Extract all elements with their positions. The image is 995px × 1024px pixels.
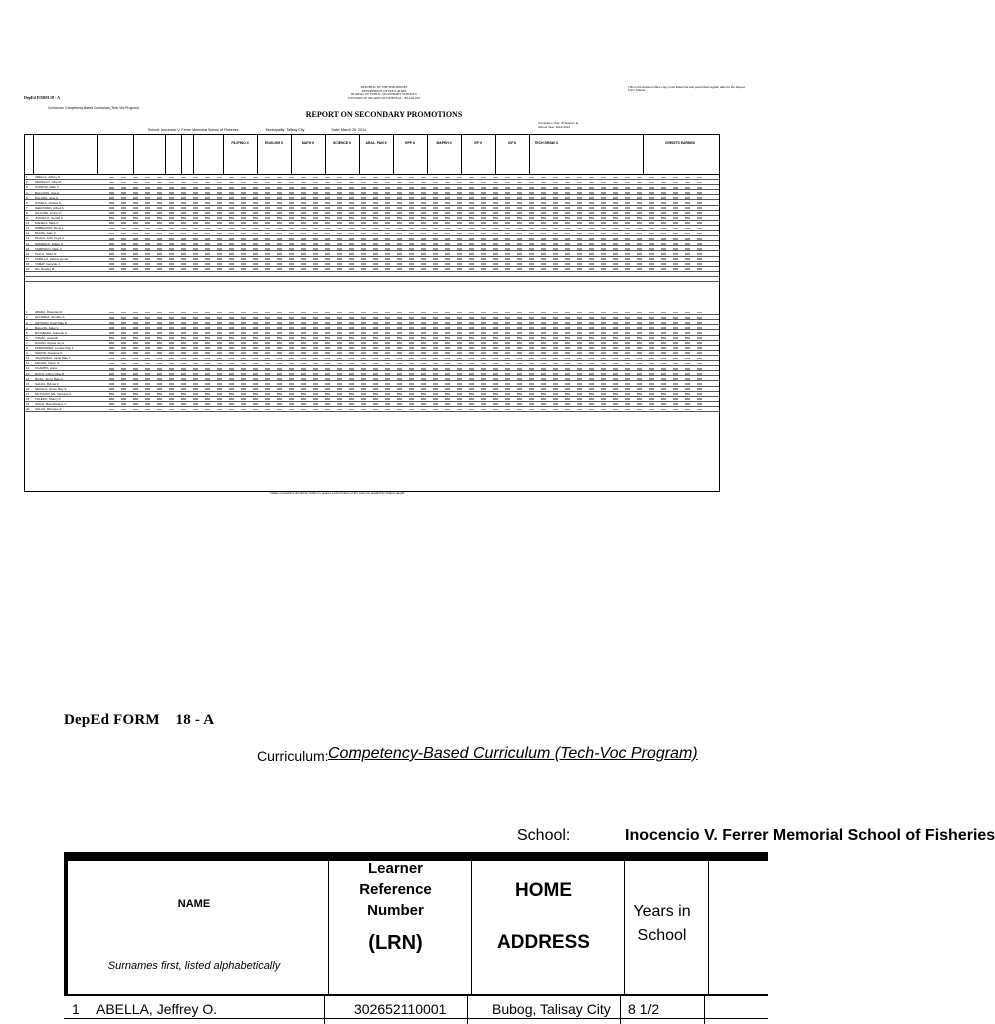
thumb-table-row [25, 277, 719, 282]
thumb-row-cells [109, 202, 709, 204]
thumb-column-divider [643, 135, 644, 174]
thumb-column-divider [165, 135, 166, 174]
thumb-row-name: VILLAS, Rhenilee A. [35, 407, 63, 412]
thumb-row-index: 19 [26, 402, 30, 407]
thumb-row-cells [109, 243, 709, 245]
thumb-row-cells [109, 253, 709, 255]
header-years-in-school: Years in School [633, 903, 691, 944]
thumb-subject-header: EP II [474, 141, 482, 145]
thumb-row-name: SEVILLA, Grace May S. [35, 386, 68, 391]
thumb-row-name: PALMA, Jake V. [35, 231, 57, 236]
thumb-row-index: 14 [26, 241, 30, 246]
thumb-row-name: ROCO, Cherry Mae B. [35, 371, 66, 376]
thumb-curriculum: Curriculum: Competency-Based Curriculum (Tech-Voc Program) [48, 106, 139, 110]
thumb-row-index: 17 [26, 391, 30, 396]
thumb-row-index: 8 [26, 210, 28, 215]
thumb-row-name: MANELA, Mark P. [35, 221, 59, 226]
thumb-row-name: SOTTAGO, Ma. Vanessa Z. [35, 391, 72, 396]
thumb-row-name: BALLONG, Joel A. [35, 190, 60, 195]
thumb-row-cells [109, 212, 709, 214]
thumb-row-index: 11 [26, 361, 30, 366]
thumb-column-divider [223, 135, 224, 174]
thumb-row-cells [109, 352, 709, 354]
column-divider [708, 861, 709, 994]
thumb-row-cells [109, 383, 709, 385]
row-address: Bubog, Talisay City [492, 1001, 611, 1017]
thumb-row-name: MAGNO, Karen G. [35, 361, 61, 366]
thumb-row-name: PAULO, John Lloyd C. [35, 236, 65, 241]
thumb-row-name: ABADA, Rosemie M. [35, 310, 63, 315]
thumb-row-name: FERNANDEZ, Lovelie May T. [35, 346, 75, 351]
thumb-report-title: REPORT ON SECONDARY PROMOTIONS [305, 110, 463, 119]
thumb-row-cells [109, 263, 709, 265]
thumb-row-cells [109, 398, 709, 400]
thumb-right-info: Curriculum Year: III Section: E School Year: 2013-2014 [538, 121, 579, 130]
thumb-row-cells [109, 322, 709, 324]
thumb-row-cells [109, 337, 709, 339]
column-divider [324, 996, 325, 1024]
thumb-column-divider [181, 135, 182, 174]
row-years: 8 1/2 [628, 1001, 660, 1017]
thumb-school: School: Inocencio V. Ferrer Memorial School of Fisheries [148, 128, 239, 132]
header-address: ADDRESS [497, 932, 590, 953]
thumb-row-cells [109, 177, 709, 179]
school-value: Inocencio V. Ferrer Memorial School of Fisheries [625, 827, 995, 844]
thumb-row-cells [109, 332, 709, 334]
thumb-row-cells [109, 207, 709, 209]
thumb-row-name: TAMPINCO, Mark V. [35, 246, 63, 251]
thumb-row-name: SAMARCO, Edwin C. [35, 241, 64, 246]
thumb-row-name: ANTONIO, Pearl Mae B. [35, 320, 68, 325]
thumb-date: Date: March 25, 2014 [331, 128, 367, 132]
thumb-row-index: 18 [26, 261, 30, 266]
thumb-subject-header: FILIPINO II [231, 141, 249, 145]
row-lrn: 302652110001 [354, 1001, 447, 1017]
thumb-row-name: Wu, Rowley M. [35, 267, 56, 272]
thumb-row-cells [109, 373, 709, 375]
thumb-column-divider [325, 135, 326, 174]
thumb-row-cells [109, 268, 709, 270]
thumb-row-name: GERONIMO, Alfred A. [35, 205, 65, 210]
thumb-row-name: DURAN, Alyssa Joy A. [35, 340, 66, 345]
thumb-table-header [25, 135, 719, 175]
thumb-row-index: 3 [26, 185, 28, 190]
thumb-row-index: 6 [26, 335, 28, 340]
header-name: NAME [177, 898, 211, 910]
curriculum-value: Competency-Based Curriculum (Tech-Voc Program) [328, 745, 698, 762]
thumb-row-index: 5 [26, 195, 28, 200]
thumb-row-cells [109, 393, 709, 395]
thumb-subject-header: ARAL. PAN II [365, 141, 387, 145]
row-bottom-border [64, 1018, 768, 1019]
thumb-row-cells [109, 197, 709, 199]
thumb-row-index: 20 [26, 407, 30, 412]
thumb-subject-header: MAPEH II [436, 141, 452, 145]
thumb-column-divider [393, 135, 394, 174]
thumb-row-cells [109, 258, 709, 260]
column-divider [620, 996, 621, 1024]
thumb-row-index: 1 [26, 310, 28, 315]
thumb-row-cells [109, 403, 709, 405]
thumb-column-divider [97, 135, 98, 174]
thumb-row-index: 4 [26, 325, 28, 330]
thumb-row-name: ABELLA, Jeffrey O. [35, 175, 61, 180]
thumb-row-name: BUTABARA, Jeanette A. [35, 330, 68, 335]
thumb-row-index: 10 [26, 221, 30, 226]
thumb-row-index: 13 [26, 236, 30, 241]
thumb-column-divider [359, 135, 360, 174]
thumb-row-name: VALLE, Mae Rosalyn J. [35, 402, 67, 407]
thumb-row-name: DALANG, Jose A. [35, 195, 59, 200]
thumb-column-divider [33, 135, 34, 174]
thumb-row-cells [109, 192, 709, 194]
thumb-republic-block: REPUBLIC OF THE PHILIPPINES DEPARTMENT OF EDUCATION BUREAU OF PUBLIC SECONDARY SCHOOLS DIVISION OF NEGROS OCCIDENTAL - BACOLOD [348, 85, 420, 100]
thumb-row-index: 7 [26, 205, 28, 210]
thumb-municipality: Municipality: Talisay City [265, 128, 305, 132]
thumb-row-name: SALVIA, Bylmar F. [35, 381, 60, 386]
thumb-row-index: 17 [26, 256, 30, 261]
thumb-row-cells [109, 368, 709, 370]
thumb-row-name: CAMAL, Hazel B. [35, 335, 59, 340]
thumb-subject-header: ICF II [507, 141, 517, 145]
thumb-row-index: 16 [26, 251, 30, 256]
thumb-info-line [148, 128, 392, 132]
thumb-row-name: ALCOREA, Jennifer A. [35, 315, 66, 320]
thumb-row-index: 12 [26, 366, 30, 371]
thumb-footnote: Initials of teachers should be written in spaces at the bottom of the columns headed by subject taught. [270, 491, 406, 495]
thumb-row-index: 9 [26, 351, 28, 356]
thumb-row-name: ROJO, Jenny Mae G. [35, 376, 64, 381]
thumb-row-name: JAQUILMAC, Lanie Mae T. [35, 356, 71, 361]
header-home: HOME [515, 880, 572, 901]
row-name: ABELLA, Jeffrey O. [96, 1001, 218, 1017]
thumb-row-index: 19 [26, 267, 30, 272]
thumb-row-index: 6 [26, 200, 28, 205]
header-lrn-abbr: (LRN) [368, 932, 423, 954]
column-divider [704, 996, 705, 1024]
form-thumbnail [0, 0, 768, 500]
thumb-row-index: 9 [26, 216, 28, 221]
thumb-row-index: 2 [26, 315, 28, 320]
thumb-row-index: 12 [26, 231, 30, 236]
thumb-row-name: TOLEDO, Sharry P. [35, 397, 62, 402]
thumb-row-index: 1 [26, 175, 28, 180]
thumb-column-divider [495, 135, 496, 174]
thumb-row-cells [109, 182, 709, 184]
thumb-subject-header: ENGLISH II [265, 141, 283, 145]
header-name-note: Surnames first, listed alphabetically [107, 960, 281, 972]
form-code: DepEd FORM 18 - A [64, 712, 215, 728]
thumb-row-cells [109, 238, 709, 240]
column-divider [467, 996, 468, 1024]
thumb-row-index: 8 [26, 346, 28, 351]
thumb-row-index: 5 [26, 330, 28, 335]
thumb-column-divider [461, 135, 462, 174]
thumb-row-cells [109, 358, 709, 360]
thumb-row-name: ABANILLO, Julie M. [35, 180, 62, 185]
thumb-row-cells [109, 363, 709, 365]
thumb-row-name: GATELA, Joshua S. [35, 200, 62, 205]
thumb-row-cells [109, 342, 709, 344]
thumb-column-divider [427, 135, 428, 174]
table-row [64, 996, 768, 1024]
school-label: School: [517, 827, 571, 844]
thumb-table-rows [25, 175, 719, 489]
thumb-row-cells [109, 347, 709, 349]
thumb-row-name: ORBEGOZO, Rene L. [35, 226, 65, 231]
thumb-row-name: VAPALLO, Patrick Jemar [35, 256, 69, 261]
thumb-right-note: This is the division office copy must follow the last prescribed regular date for the Deped Form Sheets. [628, 85, 745, 93]
thumb-row-index: 18 [26, 397, 30, 402]
thumb-column-divider [291, 135, 292, 174]
thumb-row-name: CORPUZ, Mark J. [35, 185, 60, 190]
thumb-row-cells [109, 228, 709, 230]
thumb-subject-header: TECH DRAW II [534, 141, 558, 145]
header-lrn: Learner Reference Number [359, 860, 432, 919]
thumb-subject-header: EPP II [405, 141, 415, 145]
thumb-row-cells [109, 248, 709, 250]
thumb-column-divider [133, 135, 134, 174]
thumb-subject-header: MATH II [301, 141, 315, 145]
thumb-row-index: 4 [26, 190, 28, 195]
thumb-row-cells [109, 327, 709, 329]
thumb-column-divider [529, 135, 530, 174]
thumb-row-cells [109, 312, 709, 314]
thumb-row-index: 7 [26, 340, 28, 345]
thumb-row-cells [109, 233, 709, 235]
row-index: 1 [72, 1001, 80, 1017]
thumb-column-divider [257, 135, 258, 174]
thumb-row-index: 2 [26, 180, 28, 185]
thumb-table [24, 134, 720, 492]
thumb-subject-header: CREDITS EARNED [664, 141, 696, 145]
thumb-row-name: JUANILLO, Gerald S. [35, 216, 64, 221]
thumb-form-code: DepEd FORM 18 - A [24, 95, 60, 100]
thumb-subject-header: SCIENCE II [333, 141, 351, 145]
thumb-row-index: 3 [26, 320, 28, 325]
thumb-row-name: OCAMPO, Anna [35, 366, 57, 371]
thumb-row-cells [109, 317, 709, 319]
thumb-row-name: BALLON, Juliet V. [35, 325, 59, 330]
thumb-row-index: 15 [26, 381, 30, 386]
thumb-table-row [25, 407, 719, 412]
curriculum-label: Curriculum: [257, 748, 329, 764]
thumb-row-cells [109, 388, 709, 390]
thumb-row-index: 16 [26, 386, 30, 391]
thumb-row-name: VALLA, Nikko N. [35, 251, 58, 256]
thumb-row-name: GERON, Rosamie P. [35, 351, 63, 356]
thumb-row-cells [109, 217, 709, 219]
thumb-row-name: YAMAT, Gerardo J. [35, 261, 61, 266]
thumb-row-index: 11 [26, 226, 30, 231]
thumb-column-divider [193, 135, 194, 174]
thumb-row-name: GILLORE, Junrey K. [35, 210, 63, 215]
thumb-row-cells [109, 409, 709, 411]
thumb-row-cells [109, 378, 709, 380]
thumb-row-index: 10 [26, 356, 30, 361]
thumb-row-index: 13 [26, 371, 30, 376]
thumb-row-cells [109, 187, 709, 189]
thumb-row-index: 14 [26, 376, 30, 381]
thumb-row-index: 15 [26, 246, 30, 251]
thumb-row-cells [109, 222, 709, 224]
